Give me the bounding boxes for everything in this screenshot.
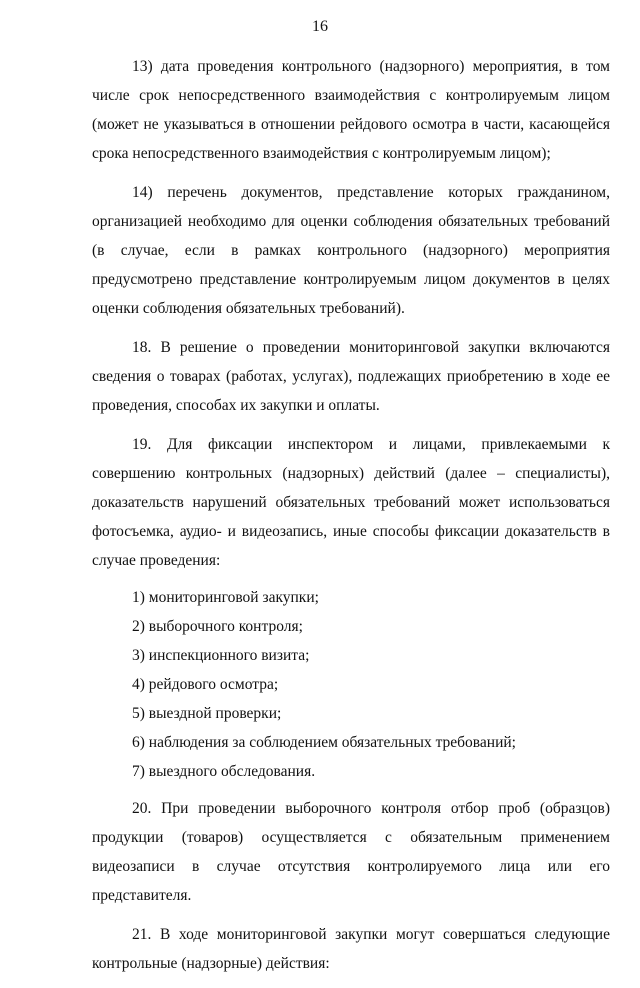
document-body bbox=[92, 52, 610, 988]
list-item: 4) рейдового осмотра; bbox=[132, 676, 279, 693]
list-item: 3) инспекционного визита; bbox=[132, 647, 310, 664]
paragraph-21: 21. В ходе мониторинговой закупки могут совершаться следующие контрольные (надзорные) действия: bbox=[92, 926, 610, 972]
list-item: 1) мониторинговой закупки; bbox=[132, 589, 319, 606]
list-item: 5) выездной проверки; bbox=[132, 705, 282, 722]
paragraph-item-14: 14) перечень документов, представление которых гражданином, организацией необходимо для оценки соблюдения обязательных требований (в случае, если в рамках контрольного (надзорного) мероприятия предусмотрено представление контролируемым лицом документов в целях оценки соблюдения обязательных требований). bbox=[92, 184, 610, 317]
paragraph-item-13: 13) дата проведения контрольного (надзорного) мероприятия, в том числе срок непосредственного взаимодействия с контролируемым лицом (может не указываться в отношении рейдового осмотра в части, касающейся срока непосредственного взаимодействия с контролируемым лицом); bbox=[92, 58, 610, 162]
list-item: 7) выездного обследования. bbox=[132, 763, 316, 780]
page-number: 16 bbox=[312, 18, 328, 35]
list-item: 6) наблюдения за соблюдением обязательных требований; bbox=[132, 734, 516, 751]
list-item: 2) выборочного контроля; bbox=[132, 618, 303, 635]
paragraph-19: 19. Для фиксации инспектором и лицами, привлекаемыми к совершению контрольных (надзорных) действий (далее – специалисты), доказательств нарушений обязательных требований может использоваться фотосъемка, аудио- и видеозапись, иные способы фиксации доказательств в случае проведения: bbox=[92, 436, 610, 569]
paragraph-20: 20. При проведении выборочного контроля отбор проб (образцов) продукции (товаров) осуществляется с обязательным применением видеозаписи в случае отсутствия контролируемого лица или его представителя. bbox=[92, 800, 610, 904]
fixation-cases-list bbox=[92, 583, 610, 786]
paragraph-18: 18. В решение о проведении мониторинговой закупки включаются сведения о товарах (работах, услугах), подлежащих приобретению в ходе ее проведения, способах их закупки и оплаты. bbox=[92, 339, 610, 414]
